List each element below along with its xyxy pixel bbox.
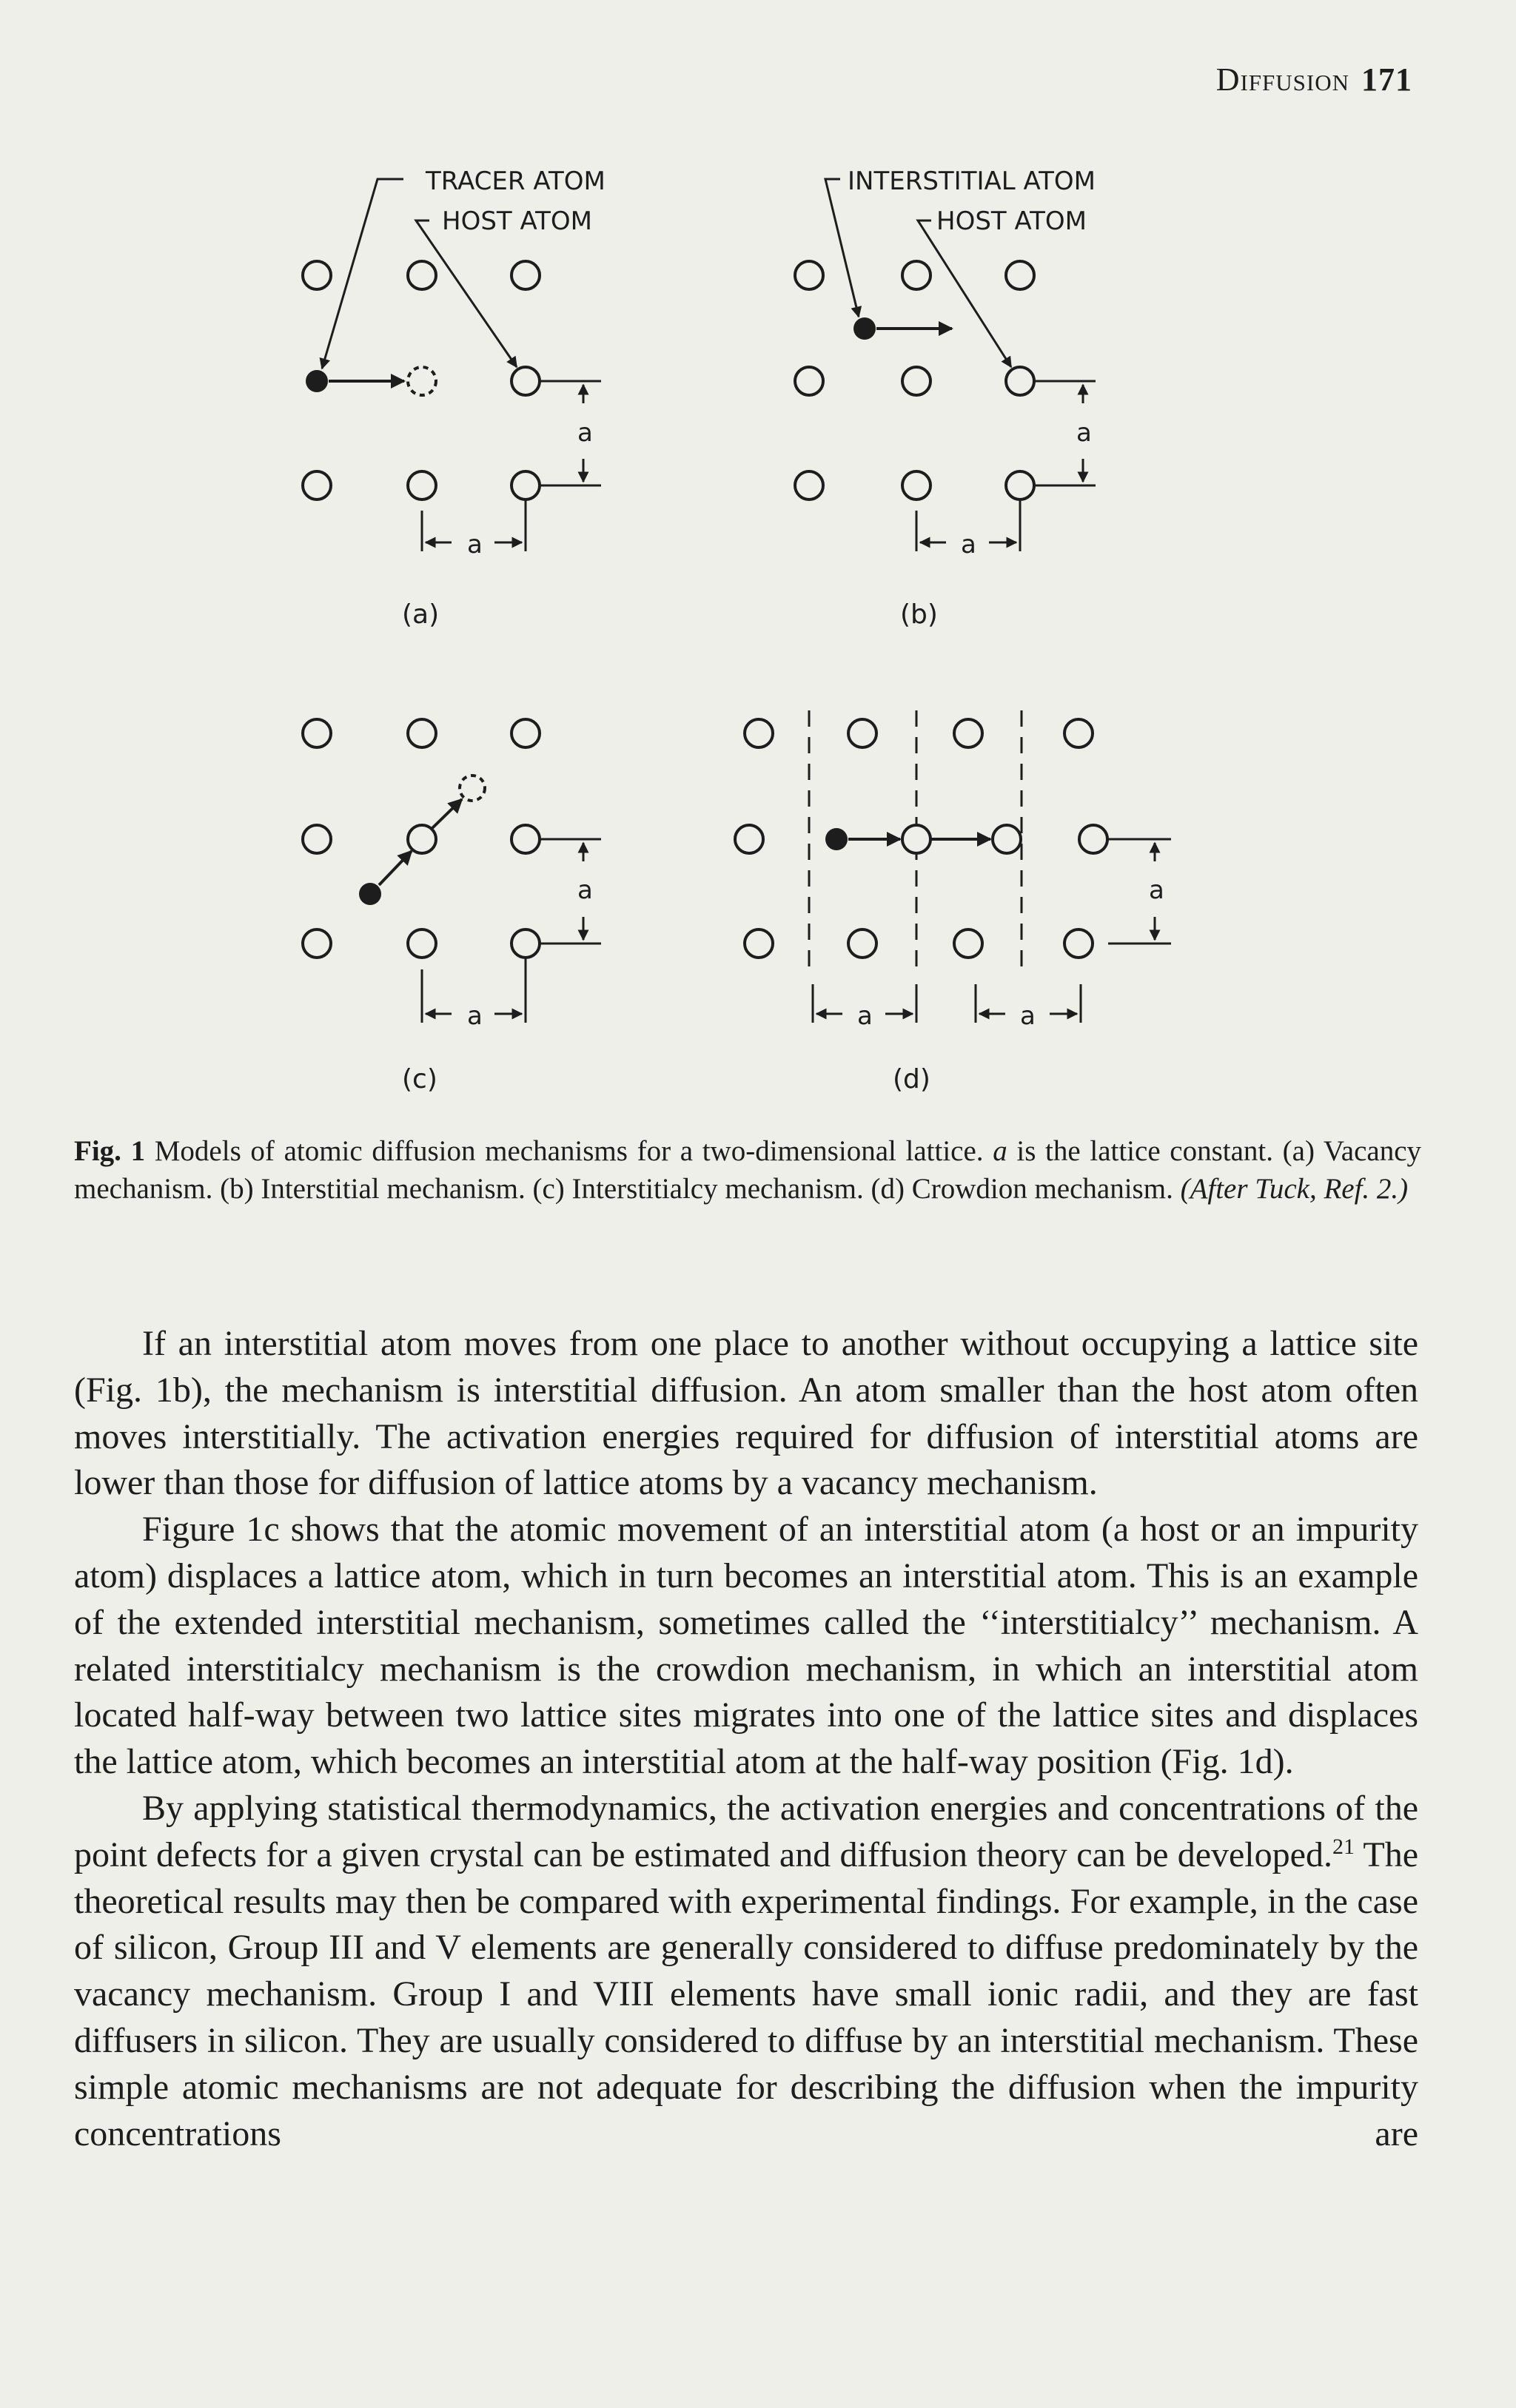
panel-a-labels: [402, 167, 606, 630]
lattice-atom: [303, 719, 331, 747]
dim-label-horizontal: a: [961, 530, 976, 559]
dim-label-horizontal: a: [1020, 1001, 1036, 1031]
panel-b-labels: [848, 167, 1096, 630]
lattice-atom: [848, 719, 876, 747]
lattice-atom: [745, 929, 773, 958]
displaced-lattice-atom: [902, 825, 930, 853]
interstitial-atom: [853, 317, 876, 340]
panel-label-b: (b): [900, 599, 938, 630]
lattice-atom: [954, 719, 982, 747]
panel-label-c: (c): [402, 1064, 437, 1094]
lattice-atom: [303, 471, 331, 500]
vacancy-site: [408, 367, 436, 395]
dim-label-horizontal: a: [467, 530, 483, 559]
lattice-atom: [512, 825, 540, 853]
lattice-atom: [735, 825, 763, 853]
dim-label-vertical: a: [577, 418, 593, 448]
lattice-atom: [954, 929, 982, 958]
caption-text-1: Models of atomic diffusion mechanisms for a two-dimensional lattice.: [154, 1135, 984, 1167]
paragraph-3-end: The theoretical results may then be compared with experimental findings. For example, in the case of silicon, Group III and V elements are generally considered to diffuse predominately by the vacancy mechanism. Group I and VIII elements have small ionic radii, and they are fast diffusers in silicon. They are usually considered to diffuse by an interstitial mechanism. These simple atomic mechanisms are not adequate for describing the diffusion when the impurity concentrations are: [74, 1834, 1419, 2153]
lattice-atom: [303, 929, 331, 958]
lattice-atom: [303, 825, 331, 853]
host-leader: [416, 221, 517, 367]
lattice-atom: [1006, 471, 1034, 500]
jump-arrow: [379, 851, 412, 885]
lattice-atom: [902, 261, 930, 289]
lattice-atom: [993, 825, 1021, 853]
interstitial-atom: [359, 883, 381, 905]
caption-symbol: a: [993, 1135, 1007, 1167]
page-number: 171: [1361, 61, 1412, 98]
tracer-leader: [322, 179, 403, 369]
host-atom: [512, 367, 540, 395]
citation-ref: 21: [1332, 1834, 1355, 1859]
host-leader: [918, 221, 1011, 367]
lattice-atom: [303, 261, 331, 289]
tracer-atom: [306, 370, 328, 392]
running-title: Diffusion: [1215, 61, 1349, 98]
displacement-arrow: [432, 799, 462, 828]
lattice-atom: [1079, 825, 1107, 853]
paragraph-2: Figure 1c shows that the atomic movement of an interstitial atom (a host or an impurity atom) displaces a lattice atom, which in turn becomes an interstitial atom. This is an example of the extended interstitial mechanism, sometimes called the ‘‘interstitialcy’’ mechanism. A related interstitialcy mechanism is the crowdion mechanism, in which an interstitial atom located half-way between two lattice sites migrates into one of the lattice sites and displaces the lattice atom, which becomes an interstitial atom at the half-way position (Fig. 1d).: [74, 1510, 1418, 1782]
lattice-atom: [408, 719, 436, 747]
panel-c-interstitialcy: [303, 719, 601, 1023]
lattice-atom: [795, 367, 823, 395]
paragraph-3: [74, 1786, 1418, 2157]
dim-label-horizontal: a: [857, 1001, 873, 1031]
lattice-atom: [795, 261, 823, 289]
lattice-atom: [848, 929, 876, 958]
new-interstitial-site: [460, 776, 485, 801]
interstitial-leader: [825, 179, 859, 317]
lattice-atom: [512, 471, 540, 500]
lattice-atom: [512, 719, 540, 747]
panel-label-d: (d): [893, 1064, 930, 1094]
panel-d-labels: [857, 875, 1164, 1094]
paragraph-3-start: By applying statistical thermodynamics, the activation energies and concentrations of the point defects for a given crystal can be estimated and diffusion theory can be developed.: [74, 1788, 1418, 1874]
host-atom: [1006, 367, 1034, 395]
tracer-atom-label: TRACER ATOM: [426, 167, 606, 196]
lattice-atom: [408, 261, 436, 289]
dim-label-vertical: a: [1076, 418, 1092, 448]
dim-label-vertical: a: [1149, 875, 1164, 905]
body-text: [74, 1321, 1418, 2157]
lattice-atom: [1064, 929, 1093, 958]
caption-text-2: is the lattice constant. (a) Vacancy mechanism. (b) Interstitial mechanism. (c) Interstitialcy mechanism. (d) Crowdion mechanism.: [74, 1135, 1422, 1205]
lattice-atom: [512, 261, 540, 289]
paragraph-1: If an interstitial atom moves from one place to another without occupying a lattice site (Fig. 1b), the mechanism is interstitial diffusion. An atom smaller than the host atom often moves interstitially. The activation energies required for diffusion of interstitial atoms are lower than those for diffusion of lattice atoms by a vacancy mechanism.: [74, 1324, 1418, 1503]
panel-d-crowdion: [735, 710, 1171, 1023]
host-atom-label: HOST ATOM: [442, 206, 592, 236]
host-atom-label: HOST ATOM: [936, 206, 1087, 236]
lattice-atom: [902, 367, 930, 395]
lattice-atom: [512, 929, 540, 958]
interstitial-atom-label: INTERSTITIAL ATOM: [848, 167, 1096, 196]
lattice-atom: [1064, 719, 1093, 747]
panel-c-labels: [402, 875, 593, 1094]
dim-label-horizontal: a: [467, 1001, 483, 1031]
lattice-atom: [1006, 261, 1034, 289]
dim-label-vertical: a: [577, 875, 593, 905]
lattice-atom: [795, 471, 823, 500]
lattice-atom: [902, 471, 930, 500]
figure-1-diffusion-models: [0, 0, 1516, 1110]
lattice-atom: [408, 929, 436, 958]
figure-caption: [74, 1132, 1421, 1208]
panel-label-a: (a): [402, 599, 440, 630]
caption-reference: (After Tuck, Ref. 2.): [1180, 1173, 1409, 1205]
crowdion-atom: [825, 828, 848, 850]
displaced-lattice-atom: [408, 825, 436, 853]
caption-label: Fig. 1: [74, 1135, 146, 1167]
lattice-atom: [745, 719, 773, 747]
lattice-atom: [408, 471, 436, 500]
